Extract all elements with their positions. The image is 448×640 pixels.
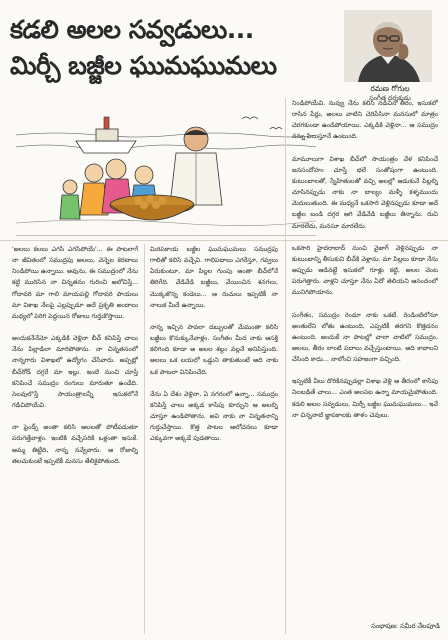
paragraph: నిండిపోయేవి. నువ్వు నేను కలిసి నడిచిన తీరం, ఇసుకలో రాసిన పేర్లు, అలలు వాటిని చెరిపేసినా మనసులో మాత్రం చెరగకుండా ఉండిపోయాయి. ఎక్కడికి వెళ్లినా... ఆ సముద్రం నన్ను పిలుస్తూనే ఉంటుంది. [292,100,438,141]
paragraph: 'అలలు కలలు ఎగసి ఎగసిపోయే'... ఈ పాటలాగే నా జీవితంలో సముద్రపు అలలు, వెన్నెల కెరటాలు నిండిపోయి ఉన్నాయి. అవును, ఈ సముద్రంలో నేను కట్టి మురిసిన నా చిన్నతనం గురించి అలోచిస్తే... గోదావరి మా గాలి మాయపల్లి గోదావరి పాయలు మా విశాఖ నేలపై ఎల్లప్పుడూ అదే ప్రకృతి అందాలు మధ్యలో పెరిగి పెద్దయిన రోజులు గుర్తుకొస్తాయి. [12,246,138,320]
beach-illustration [16,95,316,236]
interview-credit: సంభాషణ: సమీర నేలపూడి [371,622,440,630]
paragraph: సంగీతం, సముద్రం రెండూ నాకు ఒకటే. రెండింటిలోనూ అంతులేని లోతు ఉంటుంది, ఎప్పటికీ తరగని కొత్తదనం ఉంటుంది. అందుకే నా పాటల్లో చాలా వాటిలో సముద్రం, అలలు, తీరం లాంటి పదాలు వచ్చేస్తుంటాయి. అది కావాలని చేసింది కాదు... నాలోంచి సహజంగా వచ్చింది. [292,311,438,364]
column-divider [144,244,145,634]
paragraph: నాన్న ఇచ్చిన పావలా డబ్బులతో మేమంతా కలిసి బజ్జీలు కొనుక్కునేవాళ్లం. సంగీతం మీద నాకు ఆసక్తి కలిగింది కూడా ఆ అలల శబ్దం వల్లనే అనిపిస్తుంది. అలలు ఒక లయలో ఒడ్డుని తాకుతుంటే అది నాకు ఒక పాటలా వినిపించేది. [150,323,278,376]
article-column-1 [12,244,138,636]
column-divider [285,98,286,634]
headline-line-1: కడలి అలల సవ్వడులు... [10,15,254,44]
cartoon-illustration [16,95,316,235]
paragraph: మామూలుగా విశాఖ బీచ్‌లో సాయంత్రం వేళ కనిపించే జనసందోహం చూస్తే భలే సంతోషంగా ఉంటుంది. కుటుంబాలతో, స్నేహితులతో వచ్చి అలల్లో ఆడుకునే పిల్లల్ని చూసినప్పుడు నాకు నా బాల్యం మళ్ళీ కళ్ళముందు మెదులుతుంది. ఈ మధ్యనే ఒకసారి వెళ్లినప్పుడు కూడా అదే బజ్జీల బండి దగ్గర ఆగి వేడివేడి బజ్జీలు తిన్నాను. రుచి మారలేదు, మనసూ మారలేదు. [292,155,438,230]
headline-line-2: మిర్చీ బజ్జీల ఘుమఘుమలు [10,51,277,80]
headline [10,12,320,84]
author-photo [344,10,432,82]
paragraph: ఇప్పటికీ వీలు దొరికినప్పుడల్లా విశాఖ వెళ్లి ఆ తీరంలో కాసేపు నిలబడితే చాలు... ఎంత అలసట ఉన్నా మాయమైపోతుంది. కడలి అలల సవ్వడులు, మిర్చీ బజ్జీల ఘుమఘుమలు... ఇవే నా చిన్ననాటి జ్ఞాపకాలకు తాళం చెవులు. [292,378,438,419]
article-column-2 [150,244,278,636]
paragraph: మిరపకాయ బజ్జీల ఘుమఘుమలు సముద్రపు గాలితో కలిసి వచ్చేవి. గాలిపటాలు ఎగరేస్తూ, గవ్వలు ఏరుకుంటూ, మా పిల్లల గుంపు అంతా బీచ్‌లోనే తిరిగేది. వేడివేడి బజ్జీలు, వేయించిన శనగలు, మొక్కజొన్న కండెలు... ఆ రుచులు ఇప్పటికీ నా నాలుక మీదే ఉన్నాయి. [150,246,278,309]
paragraph: నా ఫ్రెండ్స్ అంతా కలిసి అలలతో పోటీపడుతూ పరుగెత్తేవాళ్లం. ఇంటికి వచ్చేసరికి ఒళ్లంతా ఇసుకే. అమ్మ తిట్టేది, నాన్న నవ్వేవారు. ఆ రోజుల్ని తలచుకుంటే ఇప్పటికీ మనసు తేలికైపోతుంది. [12,424,138,465]
author-portrait-image [344,10,432,82]
author-name: రమణ గోగుల [370,84,410,93]
author-role: సంగీత దర్శకుడు [369,94,411,102]
paragraph: నేను ఏ దేశం వెళ్లినా, ఏ నగరంలో ఉన్నా... సముద్రం కనిపిస్తే చాలు అక్కడ కాసేపు కూర్చుని ఆ అలల్ని చూస్తూ ఉండిపోతాను. అవి నాకు నా చిన్నతనాన్ని గుర్తుచేస్తాయి. కొత్త పాటల ఆలోచనలు కూడా ఎక్కువగా అక్కడే పుడతాయి. [150,390,278,443]
paragraph: ఒకసారి హైదరాబాద్ నుంచి వైజాగ్ వెళ్లినప్పుడు నా కుటుంబాన్ని తీసుకుని బీచ్‌కి వెళ్లాను. మా పిల్లలు కూడా నేను అప్పుడు ఆడినట్టే ఇసుకలో గూళ్లు కట్టి, అలల వెంట పరుగెత్తారు. వాళ్లని చూస్తూ నేను ఏదో తెలియని ఆనందంలో మునిగిపోయాను. [292,244,438,297]
article-column-3 [292,98,438,618]
paragraph: అందుకనేనేమో ఎక్కడికి వెళ్లినా బీచ్ కనిపిస్తే చాలు నేను పిల్లాడిలా మారిపోతాను. నా చిన్నతనంలో నాన్నగారు విశాఖలో ఉద్యోగం చేసేవారు. అప్పట్లో బీచ్‌రోడ్ దగ్గరే మా ఇల్లు. ఇంటి నుంచి చూస్తే కనిపించే సముద్రం రంగులు మారుతూ ఉండేది. సెలవులొస్తే సాయంత్రాలన్నీ ఇసుకలోనే గడిచిపోయేవి. [12,335,138,410]
